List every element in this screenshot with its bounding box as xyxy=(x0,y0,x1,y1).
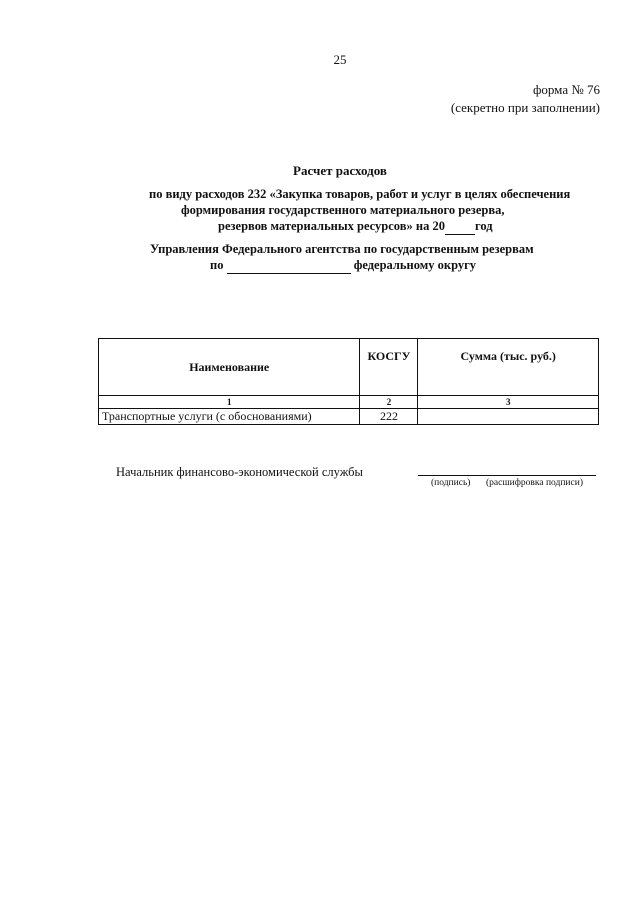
year-blank xyxy=(445,219,475,235)
agency-line-2 xyxy=(210,258,476,274)
form-secrecy-note: (секретно при заполнении) xyxy=(450,100,600,115)
header-name: Наименование xyxy=(99,339,360,396)
page-number: 25 xyxy=(333,52,347,67)
row-kosgu: 222 xyxy=(360,409,418,425)
column-number-1: 1 xyxy=(99,396,360,409)
signature-line xyxy=(418,475,596,476)
subtitle-line-3-text: резервов материальных ресурсов» на 20 xyxy=(218,219,445,233)
document-title: Расчет расходов xyxy=(293,163,387,178)
district-blank xyxy=(227,258,351,274)
subtitle-line-1: по виду расходов 232 «Закупка товаров, работ и услуг в целях обеспечения xyxy=(149,187,571,201)
header-kosgu: КОСГУ xyxy=(360,339,418,396)
agency-line-2-suffix: федеральному округу xyxy=(353,258,477,272)
form-number: форма № 76 xyxy=(532,82,600,97)
table-header-row xyxy=(99,339,599,396)
row-amount xyxy=(418,409,599,425)
row-name: Транспортные услуги (с обоснованиями) xyxy=(99,409,360,425)
column-number-2: 2 xyxy=(360,396,418,409)
expenses-table xyxy=(98,338,599,425)
subtitle-line-2: формирования государственного материального резерва, xyxy=(181,203,505,217)
subtitle-line-3-suffix: год xyxy=(474,219,493,233)
column-number-3: 3 xyxy=(418,396,599,409)
column-number-row xyxy=(99,396,599,409)
table-row xyxy=(99,409,599,425)
agency-line-2-prefix: по xyxy=(210,258,224,272)
agency-line-1: Управления Федерального агентства по государственным резервам xyxy=(150,242,534,256)
signature-caption: (подпись) xyxy=(431,478,471,488)
signatory-title: Начальник финансово-экономической службы xyxy=(116,465,363,479)
subtitle-line-3 xyxy=(218,219,493,235)
signature-decoding-caption: (расшифровка подписи) xyxy=(486,478,583,488)
header-amount: Сумма (тыс. руб.) xyxy=(418,339,599,396)
